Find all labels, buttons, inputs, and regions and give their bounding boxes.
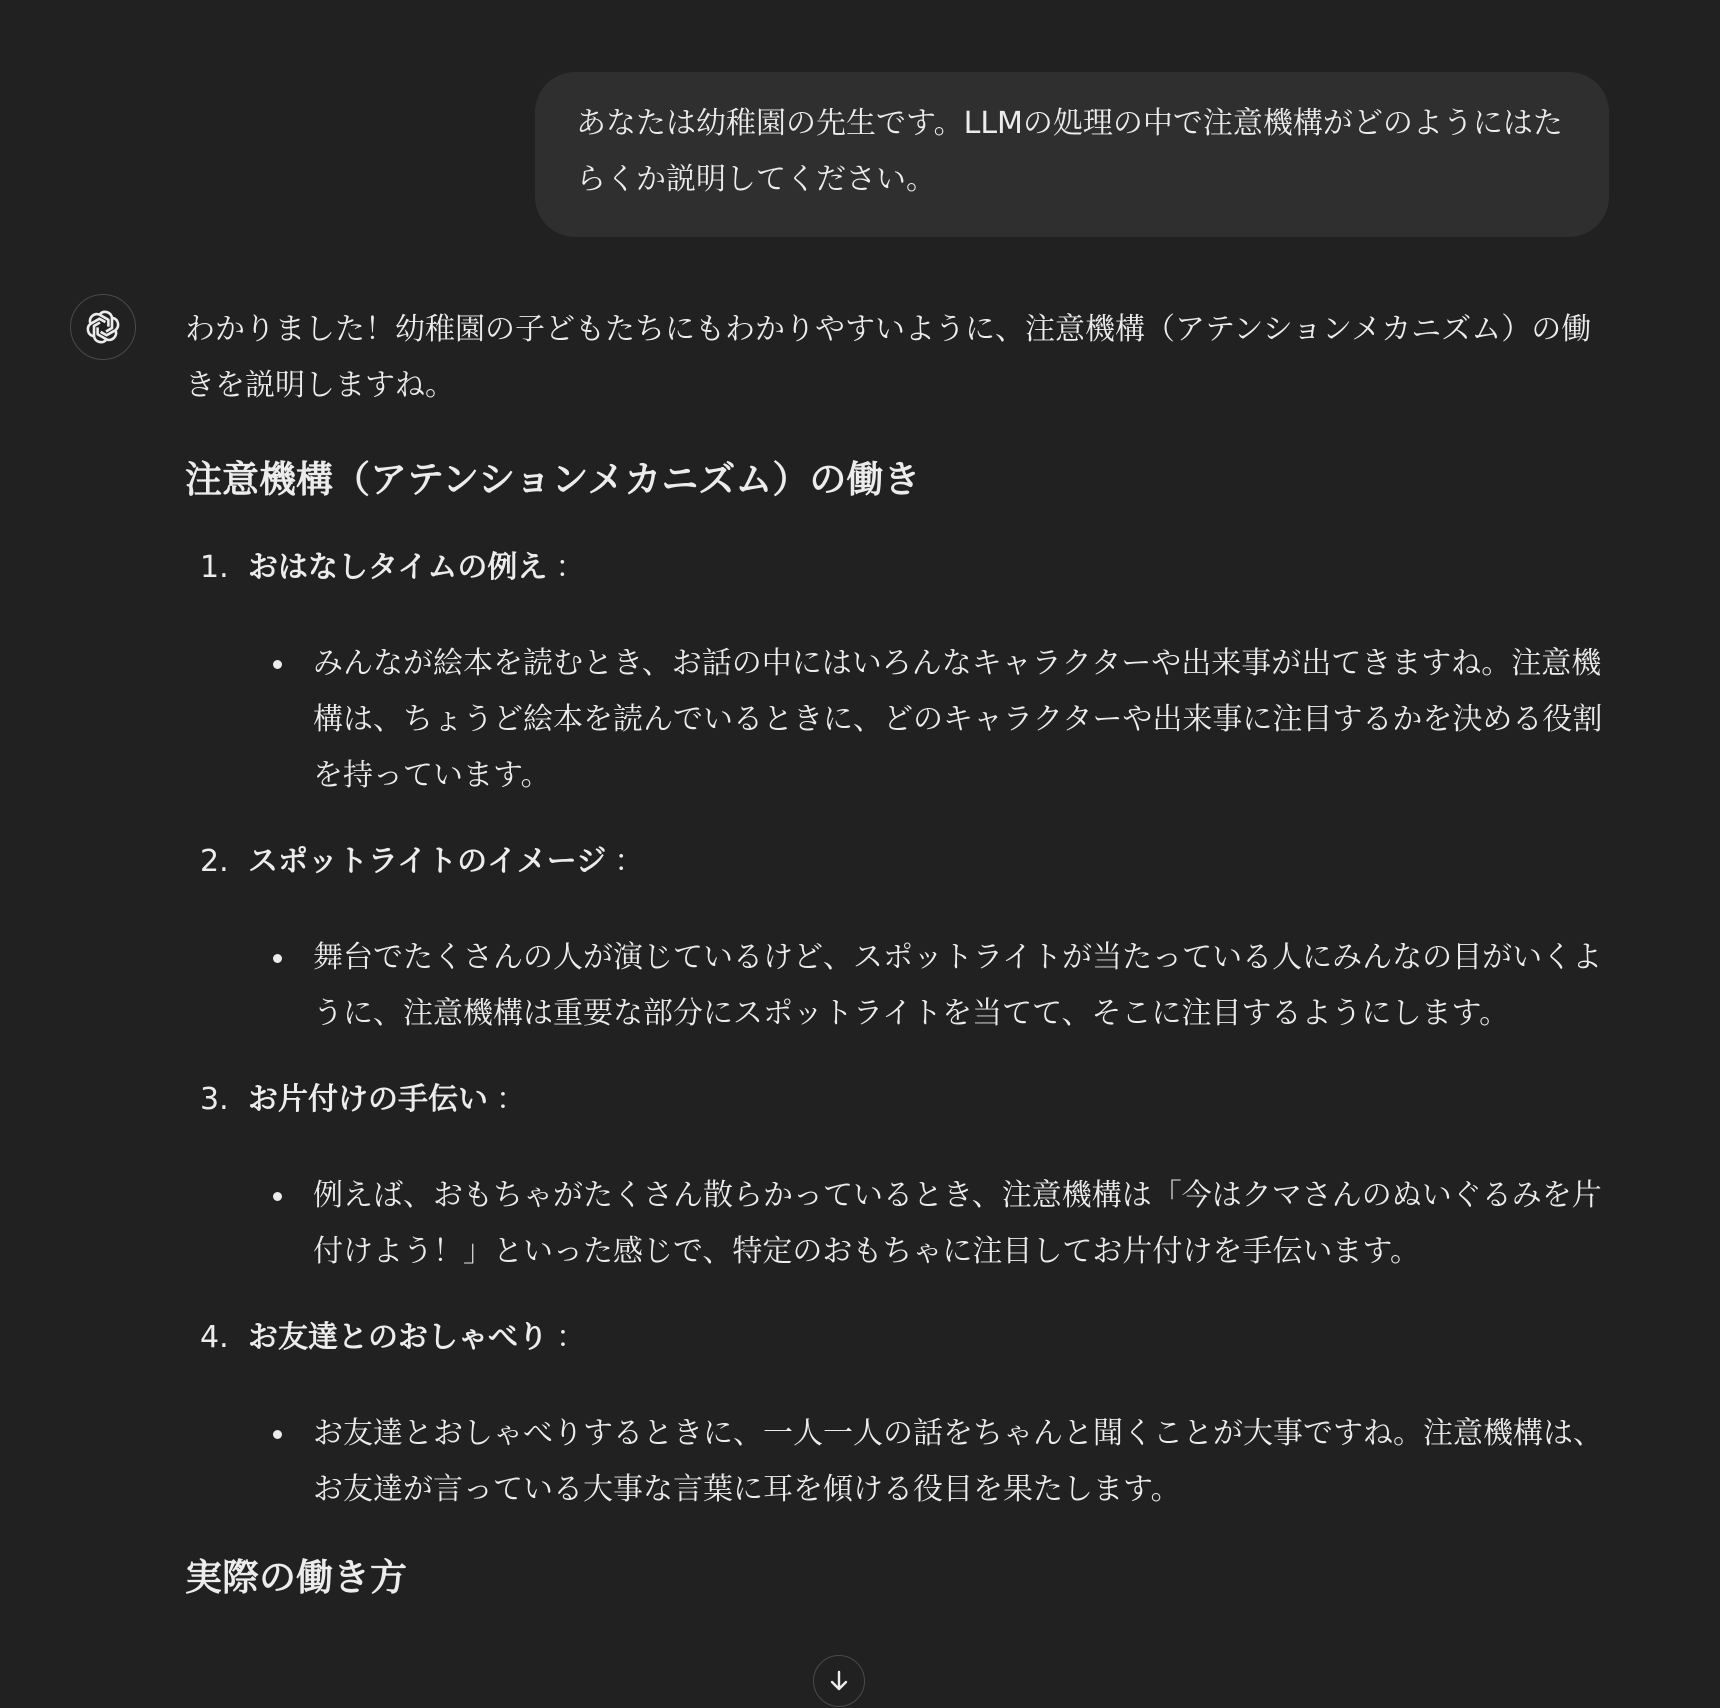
user-message-text: あなたは幼稚園の先生です。LLMの処理の中で注意機構がどのようにはたらくか説明してください。 <box>576 106 1563 197</box>
list-item-number: 1. <box>200 550 229 585</box>
list-item <box>185 834 1615 1042</box>
list-item-number: 2. <box>200 844 229 879</box>
list-item-bullet <box>185 930 1615 1042</box>
openai-logo-icon <box>83 307 123 347</box>
next-section-heading: 実際の働き方 <box>185 1556 407 1599</box>
scroll-to-bottom-button[interactable] <box>813 1655 865 1707</box>
list-item-title: お片付けの手伝い <box>248 1082 488 1117</box>
list-item-title: お友達とのおしゃべり <box>248 1320 548 1355</box>
bullet-dot <box>273 1192 282 1201</box>
bullet-dot <box>273 660 282 669</box>
list-item-title: スポットライトのイメージ <box>248 844 607 879</box>
list-item-number: 3. <box>200 1082 229 1117</box>
explanation-list <box>185 540 1615 1518</box>
section-heading: 注意機構（アテンションメカニズム）の働き <box>185 458 921 501</box>
list-item-bullet-text: 舞台でたくさんの人が演じているけど、スポットライトが当たっている人にみんなの目がいくように、注意機構は重要な部分にスポットライトを当てて、そこに注目するようにします。 <box>313 940 1603 1031</box>
user-message-bubble <box>535 72 1609 237</box>
list-item-colon: ： <box>614 844 645 879</box>
list-item-heading <box>185 540 1615 596</box>
list-item-heading <box>185 1310 1615 1366</box>
list-item-number: 4. <box>200 1320 229 1355</box>
list-item-title: おはなしタイムの例え <box>248 550 548 585</box>
user-message-row <box>535 72 1609 237</box>
list-item-heading <box>185 1072 1615 1128</box>
list-item-bullet <box>185 636 1615 804</box>
list-item-bullet-text: みんなが絵本を読むとき、お話の中にはいろんなキャラクターや出来事が出てきますね。注意機構は、ちょうど絵本を読んでいるときに、どのキャラクターや出来事に注目するかを決める役割を持っています。 <box>313 646 1603 793</box>
arrow-down-icon <box>826 1668 852 1694</box>
list-item-bullet <box>185 1168 1615 1280</box>
list-item <box>185 1072 1615 1280</box>
list-item-bullet <box>185 1406 1615 1518</box>
assistant-message <box>185 302 1615 1608</box>
list-item-colon: ： <box>555 550 586 585</box>
list-item <box>185 1310 1615 1518</box>
assistant-avatar <box>70 294 136 360</box>
list-item-bullet-text: 例えば、おもちゃがたくさん散らかっているとき、注意機構は「今はクマさんのぬいぐるみを片付けよう！」といった感じで、特定のおもちゃに注目してお片付けを手伝います。 <box>313 1178 1602 1269</box>
list-item-heading <box>185 834 1615 890</box>
list-item <box>185 540 1615 804</box>
bullet-dot <box>273 1430 282 1439</box>
list-item-bullet-text: お友達とおしゃべりするときに、一人一人の話をちゃんと聞くことが大事ですね。注意機構は、お友達が言っている大事な言葉に耳を傾ける役目を果たします。 <box>313 1416 1603 1507</box>
list-item-colon: ： <box>556 1320 586 1355</box>
list-item-colon: ： <box>496 1082 526 1117</box>
bullet-dot <box>273 954 282 963</box>
assistant-intro: わかりました！幼稚園の子どもたちにもわかりやすいように、注意機構（アテンションメカニズム）の働きを説明しますね。 <box>185 312 1592 403</box>
